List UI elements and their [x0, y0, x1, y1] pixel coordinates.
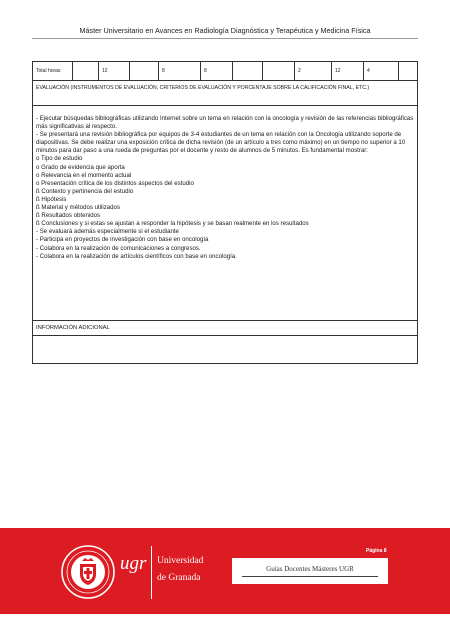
- evaluation-line: o Grado de evidencia que aporta: [36, 163, 125, 171]
- evaluation-line: ß Contexto y pertinencia del estudio: [36, 187, 134, 195]
- total-hours-row: [33, 62, 417, 81]
- evaluation-content: [33, 106, 417, 321]
- guides-label-box: [232, 558, 388, 584]
- footer-band: [0, 528, 450, 614]
- evaluation-line: - Ejecutar búsquedas bibliográficas utilizando Internet sobre un tema en relación con la oncología y revisión de las referencias bibliográficas más significativas al respecto.: [36, 115, 414, 131]
- logo-divider: [151, 546, 152, 599]
- evaluation-line: - Se evaluará además especialmente si el estudiante: [36, 228, 179, 236]
- evaluation-line: o Presentación crítica de los distintos aspectos del estudio: [36, 179, 194, 187]
- guides-label: Guías Docentes Másteres UGR: [266, 565, 354, 573]
- evaluation-line: - Colabora en la realización de comunicaciones a congresos.: [36, 244, 201, 252]
- evaluation-line: - Se presentará una revisión bibliográfica por equipos de 3-4 estudiantes de un tema en relación con la Oncología utilizando soporte de diapositivas. Se debe realizar una exposición crítica de dicha revisión (de un artículo a tres como máximo) en un tiempo no superior a 10 minutos para dar paso a una rueda de preguntas por el docente y resto de alumnos de 5 minutos. Es fundamental mostrar:: [36, 131, 406, 155]
- university-name-line-1: Universidad: [157, 556, 204, 566]
- hours-cell: 8: [159, 62, 201, 80]
- hours-cell: 12: [332, 62, 364, 80]
- guide-table: [32, 61, 418, 364]
- hours-cell: 4: [364, 62, 399, 80]
- additional-info-heading: INFORMACIÓN ADICIONAL: [33, 321, 417, 336]
- evaluation-line: o Tipo de estudio: [36, 155, 83, 163]
- evaluation-heading: EVALUACIÓN (INSTRUMENTOS DE EVALUACIÓN, CRITERIOS DE EVALUACIÓN Y PORCENTAJE SOBRE LA CALIFICACIÓN FINAL, ETC.): [33, 81, 417, 106]
- hours-cell: 12: [99, 62, 130, 80]
- page-header-title: Máster Universitario en Avances en Radiología Diagnóstica y Terapéutica y Medicina Física: [79, 26, 371, 35]
- university-name-line-2: de Granada: [157, 573, 201, 583]
- guides-underline: [242, 576, 378, 577]
- hours-cell: 8: [201, 62, 233, 80]
- hours-cell: [130, 62, 159, 80]
- hours-cell: [73, 62, 99, 80]
- evaluation-line: ß Resultados obtenidos: [36, 212, 101, 220]
- hours-cell: 2: [295, 62, 332, 80]
- total-hours-label: Total horas: [33, 62, 73, 80]
- additional-info-content: [33, 336, 417, 363]
- hours-cell: [399, 62, 417, 80]
- evaluation-line: - Colabora en la realización de artículos científicos con base en oncología.: [36, 252, 237, 260]
- hours-cell: [233, 62, 263, 80]
- evaluation-line: ß Material y métodos utilizados: [36, 204, 120, 212]
- university-seal-icon: [60, 544, 116, 600]
- header-rule: [32, 38, 418, 39]
- evaluation-line: o Relevancia en el momento actual: [36, 171, 132, 179]
- hours-cell: [263, 62, 295, 80]
- evaluation-line: - Participa en proyectos de investigación con base en oncología: [36, 236, 209, 244]
- evaluation-line: ß Hipótesis: [36, 195, 67, 203]
- ugr-logo: ugr: [120, 553, 147, 574]
- evaluation-line: ß Conclusiones y si estas se ajustan a responder la hipótesis y se basan realmente en los resultados: [36, 220, 309, 228]
- page-number: Página 8: [366, 548, 387, 554]
